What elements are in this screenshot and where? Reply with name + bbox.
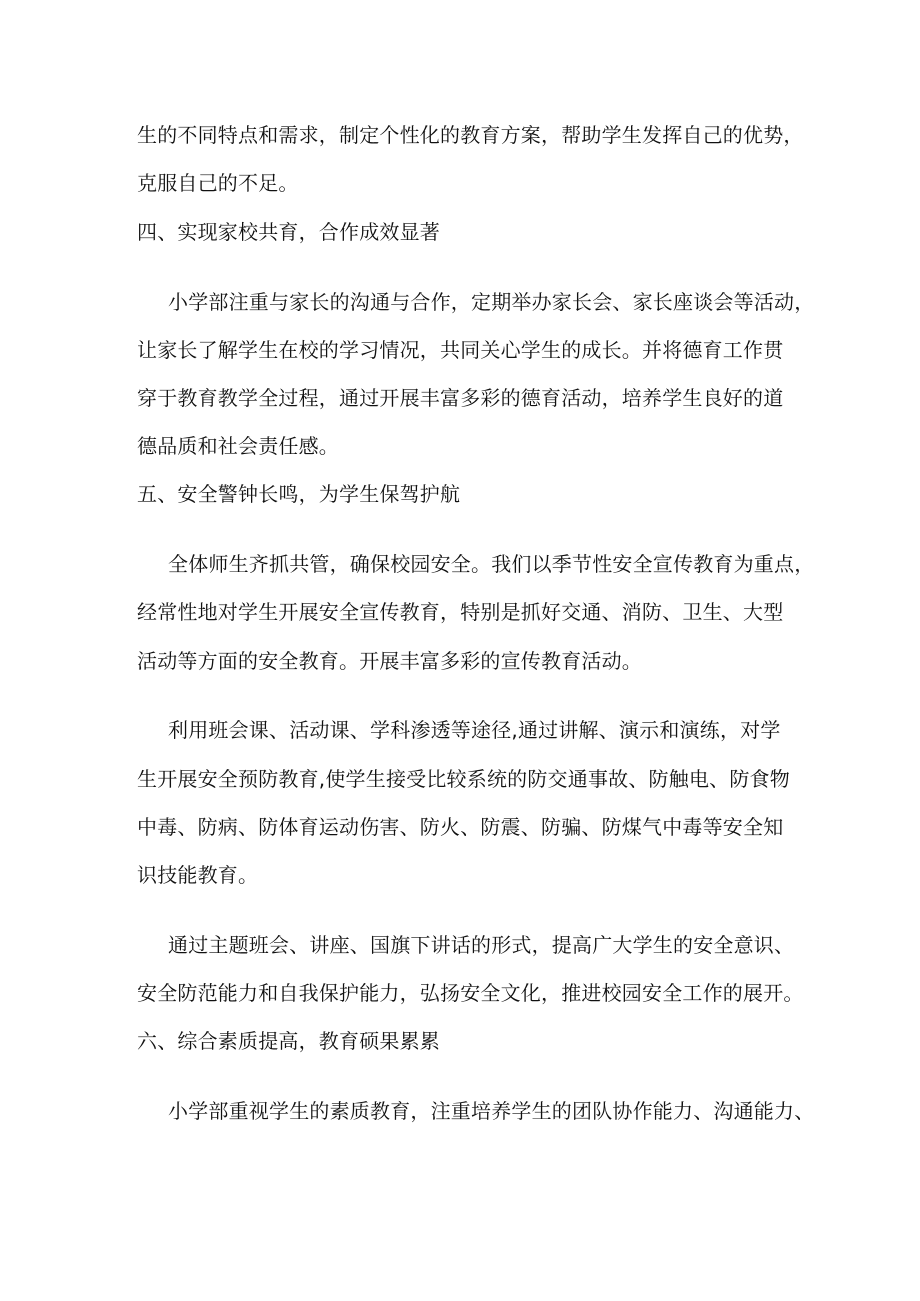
paragraph-line: 小学部注重与家长的沟通与合作，定期举办家长会、家长座谈会等活动， <box>168 290 815 314</box>
section-heading-6: 六、综合素质提高，教育硕果累累 <box>137 1029 440 1053</box>
paragraph-line: 利用班会课、活动课、学科渗透等途径,通过讲解、演示和演练，对学 <box>168 718 781 742</box>
section-heading-5: 五、安全警钟长鸣，为学生保驾护航 <box>137 482 461 506</box>
paragraph-line: 经常性地对学生开展安全宣传教育，特别是抓好交通、消防、卫生、大型 <box>137 600 784 624</box>
paragraph-line: 让家长了解学生在校的学习情况，共同关心学生的成长。并将德育工作贯 <box>137 338 784 362</box>
paragraph-line: 中毒、防病、防体育运动伤害、防火、防震、防骗、防煤气中毒等安全知 <box>137 815 784 839</box>
paragraph-line: 小学部重视学生的素质教育，注重培养学生的团队协作能力、沟通能力、 <box>168 1099 815 1123</box>
paragraph-line: 全体师生齐抓共管，确保校园安全。我们以季节性安全宣传教育为重点， <box>168 552 815 576</box>
paragraph-line: 通过主题班会、讲座、国旗下讲话的形式，提高广大学生的安全意识、 <box>168 933 795 957</box>
paragraph-line: 安全防范能力和自我保护能力，弘扬安全文化，推进校园安全工作的展开。 <box>137 981 804 1005</box>
section-heading-4: 四、实现家校共育，合作成效显著 <box>137 220 440 244</box>
paragraph-line: 穿于教育教学全过程，通过开展丰富多彩的德育活动，培养学生良好的道 <box>137 386 784 410</box>
paragraph-line: 识技能教育。 <box>137 863 259 887</box>
paragraph-line: 生的不同特点和需求，制定个性化的教育方案，帮助学生发挥自己的优势， <box>137 123 804 147</box>
paragraph-line: 活动等方面的安全教育。开展丰富多彩的宣传教育活动。 <box>137 649 642 673</box>
paragraph-line: 克服自己的不足。 <box>137 171 299 195</box>
paragraph-line: 德品质和社会责任感。 <box>137 434 339 458</box>
paragraph-line: 生开展安全预防教育,使学生接受比较系统的防交通事故、防触电、防食物 <box>137 767 790 791</box>
